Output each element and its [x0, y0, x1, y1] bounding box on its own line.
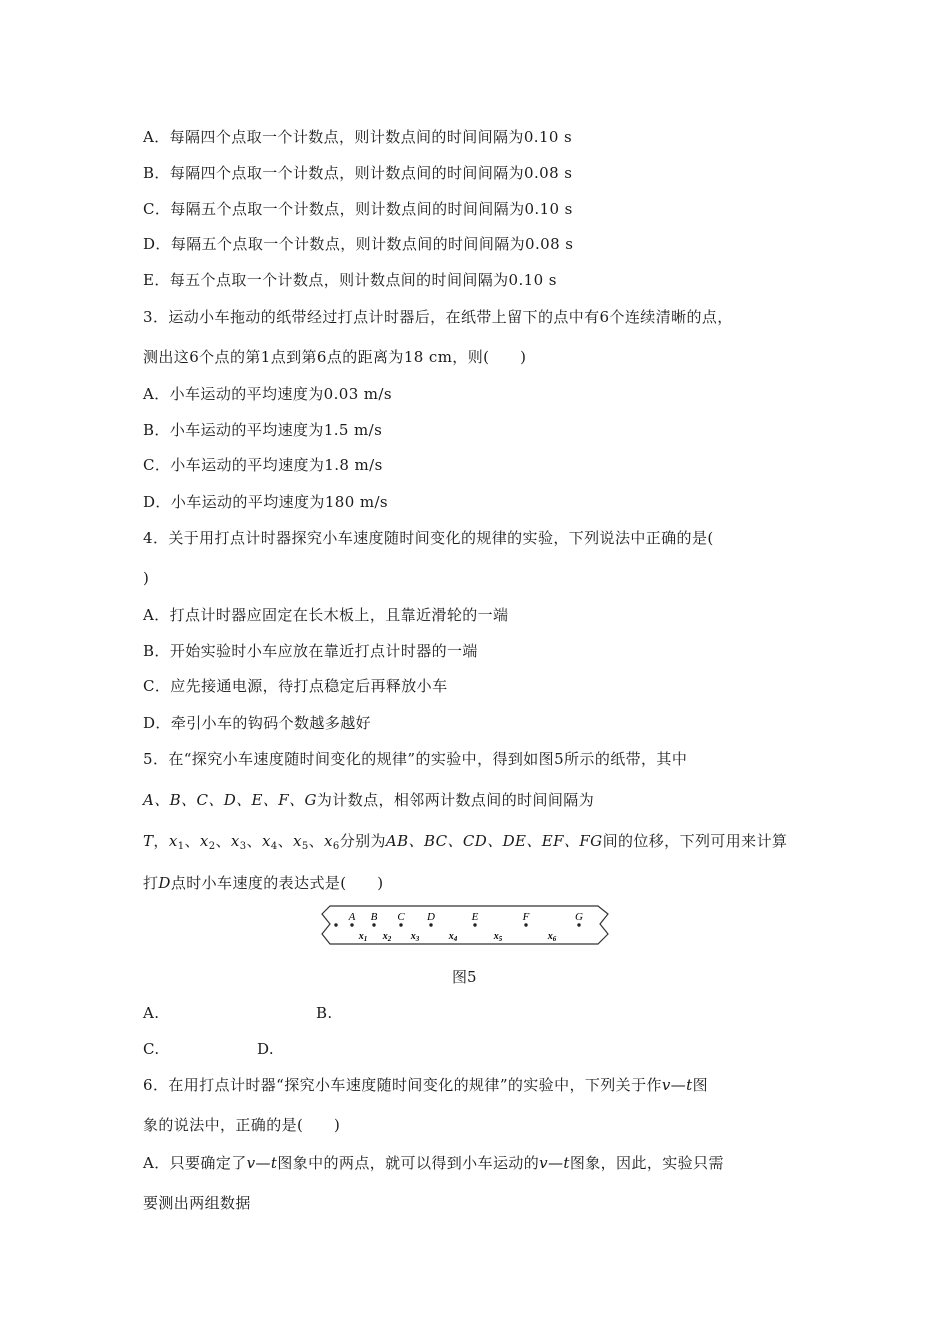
- tape-label-c: C: [397, 911, 405, 923]
- q4-option-c: C．应先接通电源，待打点稳定后再释放小车: [143, 677, 448, 695]
- tape-segment-x2: $x_2$: [382, 931, 392, 943]
- q6-line1-text: 6．在用打点计时器“探究小车速度随时间变化的规律”的实验中，下列关于作: [143, 1076, 662, 1094]
- q6-option-a-line1: [143, 1153, 724, 1173]
- q3-option-b: B．小车运动的平均速度为1.5 m/s: [143, 421, 383, 439]
- tape-dot-b: [372, 923, 375, 926]
- tape-segment-x3: $x_3$: [410, 931, 420, 943]
- tape-label-b: B: [370, 911, 378, 923]
- tape-label-f: F: [522, 911, 530, 923]
- q5-x6-sub: 6: [332, 841, 340, 852]
- q5-x1: x: [168, 832, 178, 850]
- q5-line4-text: 点时小车速度的表达式是( ): [170, 874, 384, 892]
- q5-stem-line2: [143, 790, 594, 810]
- tape-dot-start: [334, 923, 337, 926]
- tape-dot-e: [473, 923, 476, 926]
- q5-stem-line1: 5．在“探究小车速度随时间变化的规律”的实验中，得到如图5所示的纸带，其中: [143, 750, 688, 768]
- q6-stem-line2: 象的说法中，正确的是( ): [143, 1116, 341, 1134]
- q3-option-d: D．小车运动的平均速度为180 m/s: [143, 493, 389, 511]
- q5-point-list: A、B、C、D、E、F、G: [143, 791, 317, 809]
- q5-x3-sub: 3: [239, 841, 247, 852]
- q3-stem-line1: 3．运动小车拖动的纸带经过打点计时器后，在纸带上留下的点中有6个连续清晰的点，: [143, 308, 733, 326]
- q6-vt-symbol-1: v—t: [246, 1154, 278, 1172]
- tape-label-g: G: [575, 911, 583, 923]
- q5-x3: x: [230, 832, 240, 850]
- q6-vt-symbol: v—t: [661, 1076, 693, 1094]
- q5-option-c: C.: [143, 1040, 160, 1058]
- q5-option-d: D.: [257, 1040, 275, 1058]
- q5-option-a: A.: [143, 1004, 160, 1022]
- q6-opt-a-text2: 图象中的两点，就可以得到小车运动的: [277, 1154, 540, 1172]
- q5-stem-line4: [143, 873, 384, 893]
- q3-option-a: A．小车运动的平均速度为0.03 m/s: [143, 385, 392, 403]
- q5-x1-sub: 1: [177, 841, 185, 852]
- tape-label-a: A: [348, 911, 356, 923]
- q2-option-d: D．每隔五个点取一个计数点，则计数点间的时间间隔为0.08 s: [143, 235, 574, 253]
- q3-stem-line2: 测出这6个点的第1点到第6点的距离为18 cm，则( ): [143, 348, 527, 366]
- q5-line2-text: 为计数点，相邻两计数点间的时间间隔为: [316, 791, 595, 809]
- tape-segment-x6: $x_6$: [547, 931, 557, 943]
- q5-segment-list: AB、BC、CD、DE、EF、FG: [385, 832, 603, 850]
- tape-label-e: E: [471, 911, 479, 923]
- q6-line1-end: 图: [692, 1076, 708, 1094]
- q6-opt-a-text3: 图象，因此，实验只需: [569, 1154, 724, 1172]
- q4-option-d: D．牵引小车的钩码个数越多越好: [143, 714, 372, 732]
- q3-option-c: C．小车运动的平均速度为1.8 m/s: [143, 456, 383, 474]
- q5-x2-sub: 2: [208, 841, 216, 852]
- q6-opt-a-text1: A．只要确定了: [143, 1154, 247, 1172]
- q5-x4: x: [261, 832, 271, 850]
- tape-dot-f: [524, 923, 527, 926]
- q2-option-e: E．每五个点取一个计数点，则计数点间的时间间隔为0.10 s: [143, 271, 557, 289]
- q5-option-b: B.: [316, 1004, 333, 1022]
- q6-option-a-line2: 要测出两组数据: [143, 1194, 251, 1212]
- tape-dot-d: [429, 923, 432, 926]
- tape-segment-x4: $x_4$: [448, 931, 458, 943]
- q5-line3-mid: 分别为: [339, 832, 386, 850]
- figure-caption: 图5: [452, 968, 477, 986]
- q5-x4-sub: 4: [270, 841, 278, 852]
- q4-stem-line2: ): [143, 569, 150, 587]
- q2-option-b: B．每隔四个点取一个计数点，则计数点间的时间间隔为0.08 s: [143, 164, 573, 182]
- q5-line3-text: 间的位移，下列可用来计算: [602, 832, 788, 850]
- q5-symbol-d: D: [158, 874, 171, 892]
- tape-dot-a: [350, 923, 353, 926]
- q2-option-a: A．每隔四个点取一个计数点，则计数点间的时间间隔为0.10 s: [143, 128, 573, 146]
- q5-x5-sub: 5: [301, 841, 309, 852]
- q2-option-c: C．每隔五个点取一个计数点，则计数点间的时间间隔为0.10 s: [143, 200, 573, 218]
- paper-tape-figure: [318, 903, 614, 947]
- q4-stem-line1: 4．关于用打点计时器探究小车速度随时间变化的规律的实验，下列说法中正确的是(: [143, 529, 714, 547]
- q6-stem-line1: [143, 1075, 708, 1095]
- q5-stem-line3: T，$x_1$、$x_2$、$x_3$、$x_4$、$x_5$、$x_6$分别为AB、BC、CD、DE、EF、FG间的位移，下列可用来计算: [143, 832, 788, 852]
- q5-separator: ，: [153, 832, 169, 850]
- tape-segment-x5: $x_5$: [493, 931, 503, 943]
- q5-x2: x: [199, 832, 209, 850]
- q4-option-b: B．开始实验时小车应放在靠近打点计时器的一端: [143, 642, 478, 660]
- tape-label-d: D: [427, 911, 435, 923]
- tape-dot-c: [399, 923, 402, 926]
- tape-segment-x1: $x_1$: [358, 931, 368, 943]
- q6-vt-symbol-2: v—t: [539, 1154, 570, 1172]
- q5-symbol-t: T: [143, 832, 154, 850]
- q5-x6: x: [324, 832, 333, 850]
- q4-option-a: A．打点计时器应固定在长木板上，且靠近滑轮的一端: [143, 606, 509, 624]
- q5-line4-prefix: 打: [143, 874, 159, 892]
- tape-dot-g: [577, 923, 580, 926]
- q5-x5: x: [293, 832, 302, 850]
